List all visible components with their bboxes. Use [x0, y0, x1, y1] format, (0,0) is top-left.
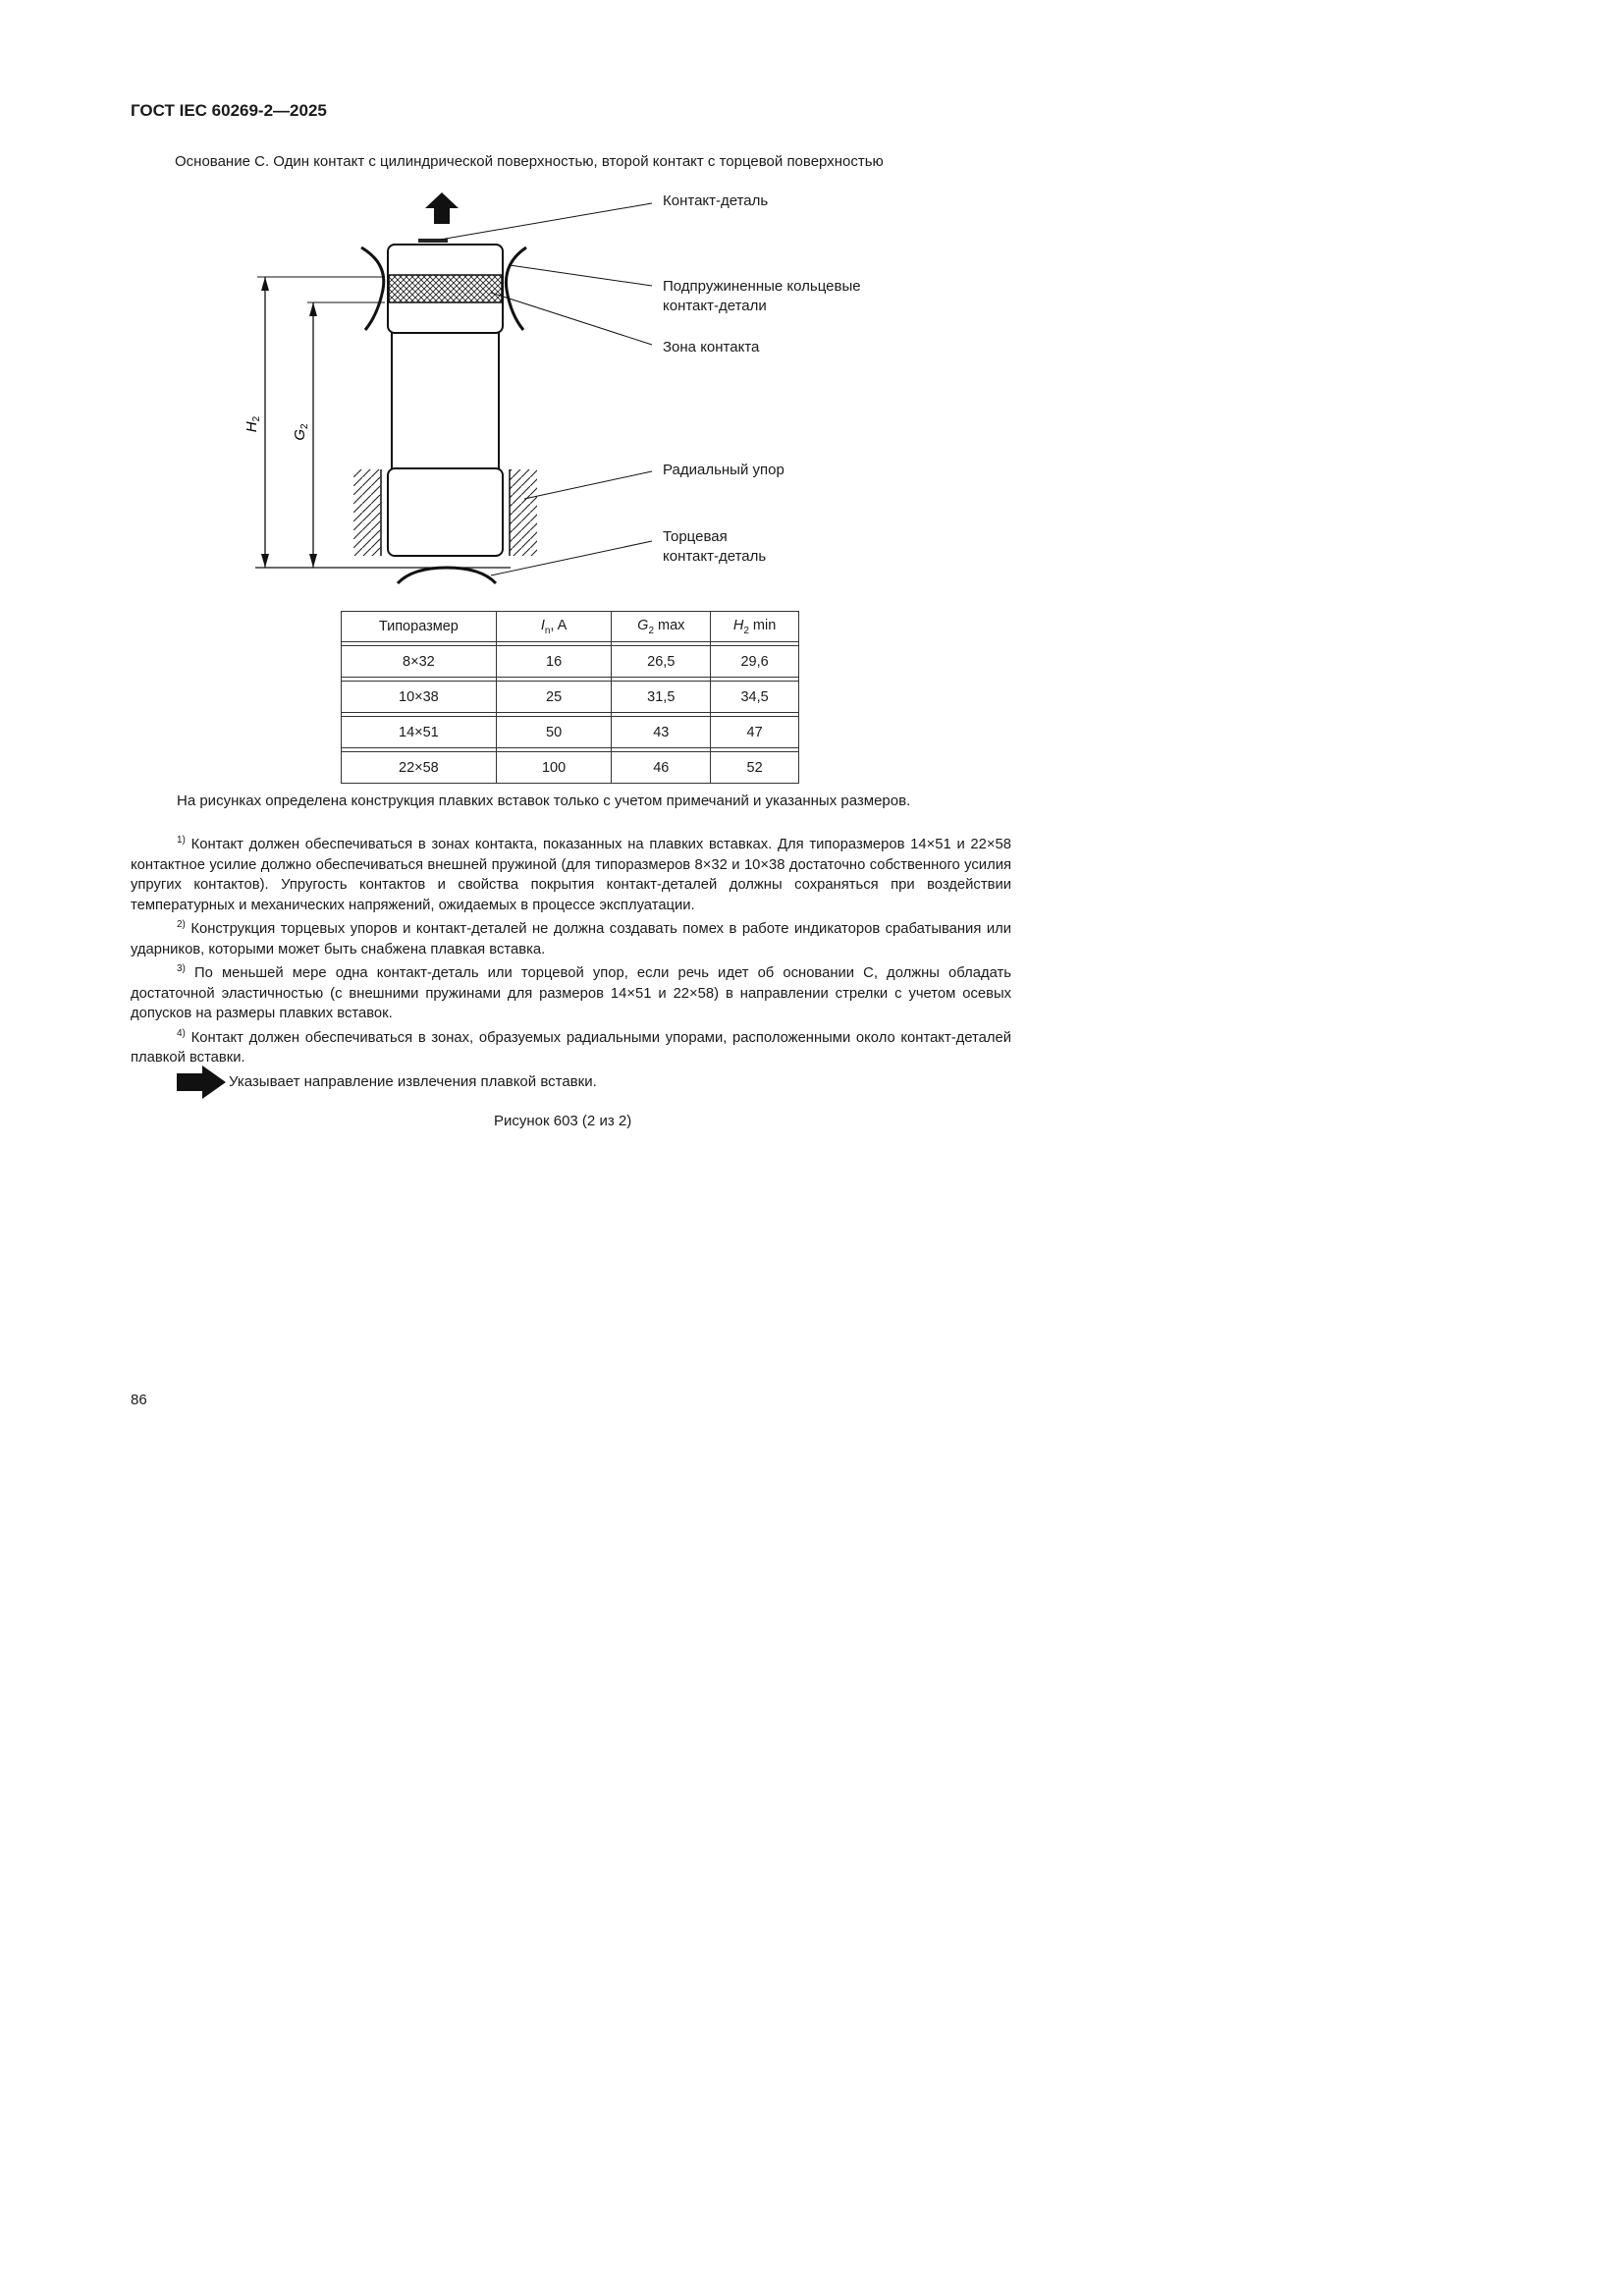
table-cell: 52 — [711, 752, 799, 784]
note-item: $^{4)}$ Контакт должен обеспечиваться в зонах, образуемых радиальными упорами, расположенными около контакт-деталей плавкой вставки. — [131, 1027, 1011, 1066]
g2-dimension-label: $G_2$ — [292, 423, 310, 441]
fuse-link-body — [388, 245, 503, 556]
table-cell: 8×32 — [342, 646, 497, 678]
callout-contact-part: Контакт-деталь — [663, 192, 769, 209]
callout-end-contact-line2: контакт-деталь — [663, 548, 767, 565]
table-cell: 10×38 — [342, 682, 497, 713]
header-rated-current: $I_n$, A — [496, 612, 612, 642]
callout-contact-zone: Зона контакта — [663, 339, 760, 355]
note-item: $^{1)}$ Контакт должен обеспечиваться в зонах контакта, показанных на плавких вставках. Для типоразмеров 14×51 и 22×58 контактное усилие должно обеспечиваться внешней пружиной (для типоразмеров 8×32 и 10×38 достаточно собственного усилия упругих контактов). Упругость контактов и свойства покрытия контакт-деталей должны сохраняться при воздействии температурных и механических напряжений, ожидаемых в процессе эксплуатации. — [131, 835, 1011, 913]
table-cell: 43 — [612, 717, 711, 748]
callout-spring-ring-contacts — [663, 277, 861, 316]
right-arrow-icon — [175, 1066, 228, 1099]
dimensions-table — [341, 611, 799, 784]
header-size: Типоразмер — [342, 612, 497, 642]
fuse-base-diagram — [0, 0, 1083, 609]
notes-block — [131, 831, 1011, 1068]
table-cell: 47 — [711, 717, 799, 748]
figure-caption: Рисунок 603 (2 из 2) — [494, 1113, 632, 1129]
table-cell: 34,5 — [711, 682, 799, 713]
header-g2-max: $G_2$ max — [612, 612, 711, 642]
table-cell: 25 — [496, 682, 612, 713]
document-header-title: ГОСТ IEC 60269-2—2025 — [131, 101, 327, 120]
intro-paragraph: На рисунках определена конструкция плавких вставок только с учетом примечаний и указанных размеров. — [177, 793, 911, 809]
table-row — [342, 682, 799, 713]
table-cell: 100 — [496, 752, 612, 784]
legend-text: Указывает направление извлечения плавкой вставки. — [229, 1073, 597, 1090]
up-arrow-icon — [425, 192, 459, 224]
note-item: $^{3)}$ По меньшей мере одна контакт-деталь или торцевой упор, если речь идет об основании С, должны обладать достаточной эластичностью (с внешними пружинами для размеров 14×51 и 22×58) в направлении стрелки с учетом осевых допусков на размеры плавких вставок. — [131, 963, 1011, 1021]
table-cell: 31,5 — [612, 682, 711, 713]
table-cell: 46 — [612, 752, 711, 784]
table-cell: 14×51 — [342, 717, 497, 748]
end-contact-part — [398, 568, 496, 583]
table-cell: 50 — [496, 717, 612, 748]
page-number: 86 — [131, 1392, 147, 1408]
figure-subtitle: Основание С. Один контакт с цилиндрической поверхностью, второй контакт с торцевой поверхностью — [175, 153, 884, 170]
callout-radial-stop: Радиальный упор — [663, 462, 784, 478]
table-header-row — [342, 612, 799, 642]
h2-dimension-label: $H_2$ — [243, 415, 262, 433]
note-item: $^{2)}$ Конструкция торцевых упоров и контакт-деталей не должна создавать помех в работе индикаторов срабатывания или ударников, которыми может быть снабжена плавкая вставка. — [131, 919, 1011, 957]
callout-spring-ring-line1: Подпружиненные кольцевые — [663, 278, 861, 295]
table-cell: 26,5 — [612, 646, 711, 678]
table-cell: 29,6 — [711, 646, 799, 678]
table-row — [342, 646, 799, 678]
header-h2-min: $H_2$ min — [711, 612, 799, 642]
table-cell: 22×58 — [342, 752, 497, 784]
table-cell: 16 — [496, 646, 612, 678]
table-row — [342, 717, 799, 748]
table-row — [342, 752, 799, 784]
callout-end-contact — [663, 527, 766, 567]
callout-spring-ring-line2: контакт-детали — [663, 298, 767, 314]
callout-end-contact-line1: Торцевая — [663, 528, 728, 545]
